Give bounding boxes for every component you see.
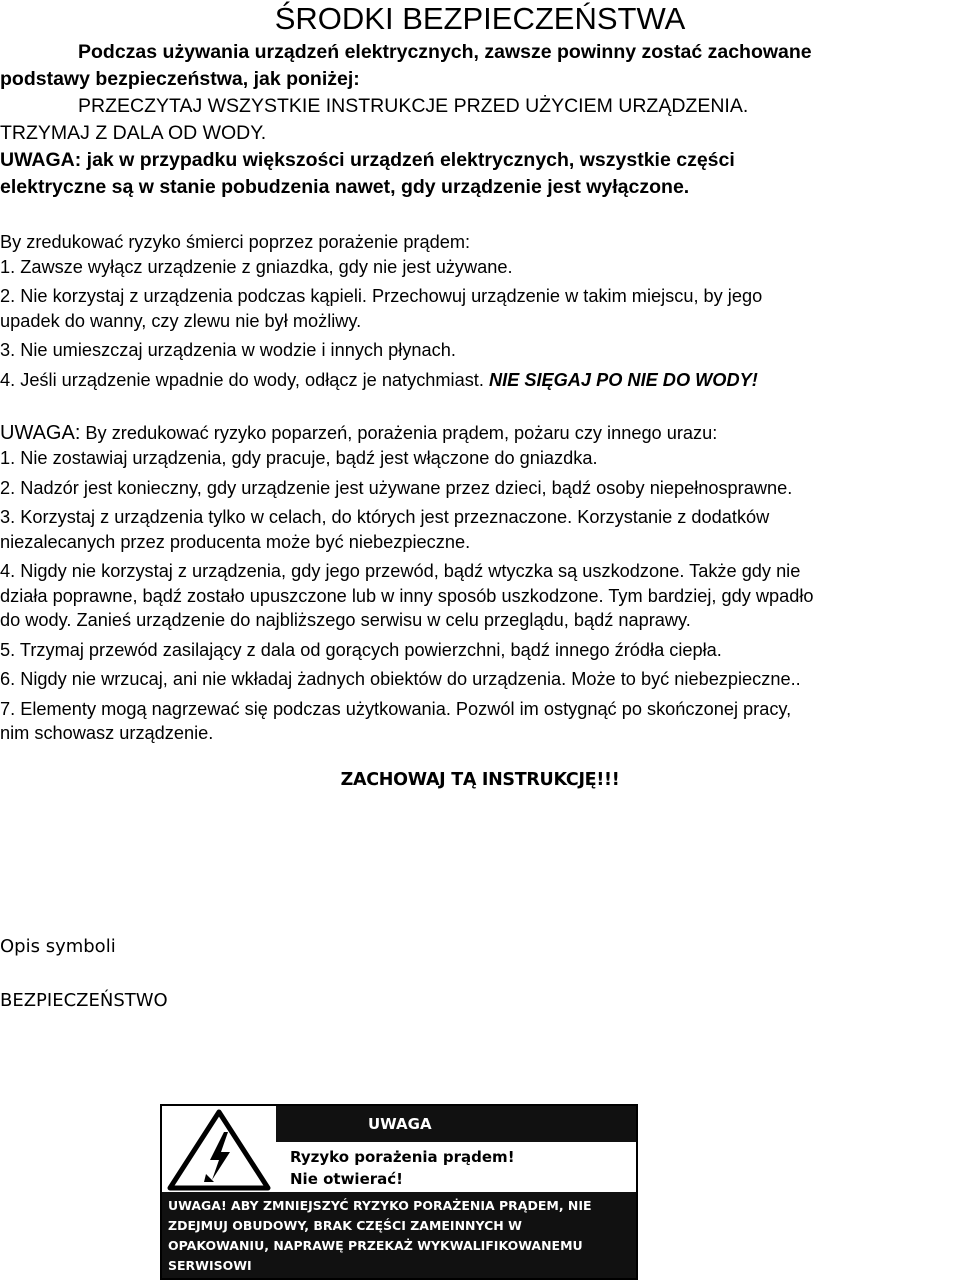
caution-item: nim schowasz urządzenie. bbox=[0, 723, 214, 743]
shock-item-emphasis: NIE SIĘGAJ PO NIE DO WODY! bbox=[488, 369, 758, 390]
warning-label-line: Nie otwierać! bbox=[290, 1170, 403, 1188]
warning-label-bar bbox=[162, 1192, 636, 1278]
page-title: ŚRODKI BEZPIECZEŃSTWA bbox=[274, 1, 686, 36]
intro-line: elektryczne są w stanie pobudzenia nawet, gdy urządzenie jest wyłączone. bbox=[0, 176, 690, 198]
caution-heading bbox=[0, 420, 717, 446]
caution-heading-text: By zredukować ryzyko poparzeń, porażenia prądem, pożaru czy innego urazu: bbox=[80, 423, 718, 443]
intro-line: PRZECZYTAJ WSZYSTKIE INSTRUKCJE PRZED UŻYCIEM URZĄDZENIA. bbox=[78, 95, 749, 117]
intro-line: Podczas używania urządzeń elektrycznych, zawsze powinny zostać zachowane bbox=[78, 41, 812, 63]
warning-bar-line: UWAGA! ABY ZMNIEJSZYĆ RYZYKO PORAŻENIA PRĄDEM, NIE bbox=[168, 1198, 592, 1213]
shock-item-text: 4. Jeśli urządzenie wpadnie do wody, odłącz je natychmiast. bbox=[0, 369, 489, 390]
shock-item: 1. Zawsze wyłącz urządzenie z gniazdka, gdy nie jest używane. bbox=[0, 256, 513, 277]
keep-instructions: ZACHOWAJ TĄ INSTRUKCJĘ!!! bbox=[340, 770, 620, 790]
shock-item: upadek do wanny, czy zlewu nie był możliwy. bbox=[0, 310, 362, 331]
shock-item bbox=[0, 368, 960, 393]
symbols-safety: BEZPIECZEŃSTWO bbox=[0, 990, 168, 1011]
caution-item: do wody. Zanieś urządzenie do najbliższego serwisu w celu przeglądu, bądź naprawy. bbox=[0, 610, 691, 630]
caution-item: 1. Nie zostawiaj urządzenia, gdy pracuje, bądź jest włączone do gniazdka. bbox=[0, 448, 598, 468]
shock-heading: By zredukować ryzyko śmierci poprzez porażenie prądem: bbox=[0, 232, 471, 252]
caution-item: 3. Korzystaj z urządzenia tylko w celach, do których jest przeznaczone. Korzystanie z dodatków bbox=[0, 507, 770, 527]
caution-item: 4. Nigdy nie korzystaj z urządzenia, gdy jego przewód, bądź wtyczka są uszkodzone. Także gdy nie bbox=[0, 561, 801, 581]
caution-item: niezalecanych przez producenta może być niebezpieczne. bbox=[0, 531, 471, 552]
caution-section bbox=[0, 446, 960, 746]
intro-line: UWAGA: jak w przypadku większości urządzeń elektrycznych, wszystkie części bbox=[0, 149, 735, 171]
warning-label-header: UWAGA bbox=[276, 1106, 636, 1142]
intro-block bbox=[0, 39, 960, 201]
shock-item: 2. Nie korzystaj z urządzenia podczas kąpieli. Przechowuj urządzenie w takim miejscu, by jego bbox=[0, 286, 763, 306]
electric-shock-warning-icon bbox=[166, 1108, 272, 1192]
caution-item: 2. Nadzór jest konieczny, gdy urządzenie jest używane przez dzieci, bądź osoby niepełnosprawne. bbox=[0, 477, 793, 498]
shock-section bbox=[0, 230, 960, 392]
warning-label-line: Ryzyko porażenia prądem! bbox=[290, 1148, 515, 1166]
warning-label bbox=[160, 1104, 638, 1280]
caution-item: 6. Nigdy nie wrzucaj, ani nie wkładaj żadnych obiektów do urządzenia. Może to być niebezpieczne.. bbox=[0, 669, 801, 689]
caution-label: UWAGA: bbox=[0, 422, 81, 444]
caution-item: działa poprawne, bądź zostało upuszczone lub w inny sposób uszkodzone. Tym bardziej, gdy wpadło bbox=[0, 585, 814, 606]
caution-item: 5. Trzymaj przewód zasilający z dala od gorących powierzchni, bądź innego źródła ciepła. bbox=[0, 639, 722, 660]
intro-line: TRZYMAJ Z DALA OD WODY. bbox=[0, 122, 267, 144]
warning-bar-line: SERWISOWI bbox=[168, 1258, 252, 1273]
symbols-heading: Opis symboli bbox=[0, 936, 116, 957]
warning-bar-line: OPAKOWANIU, NAPRAWĘ PRZEKAŻ WYKWALIFIKOWANEMU bbox=[168, 1238, 583, 1253]
warning-bar-line: ZDEJMUJ OBUDOWY, BRAK CZĘŚCI ZAMEINNYCH W bbox=[168, 1218, 522, 1233]
shock-item: 3. Nie umieszczaj urządzenia w wodzie i innych płynach. bbox=[0, 340, 456, 360]
intro-line: podstawy bezpieczeństwa, jak poniżej: bbox=[0, 68, 360, 90]
caution-item: 7. Elementy mogą nagrzewać się podczas użytkowania. Pozwól im ostygnąć po skończonej pracy, bbox=[0, 698, 792, 719]
